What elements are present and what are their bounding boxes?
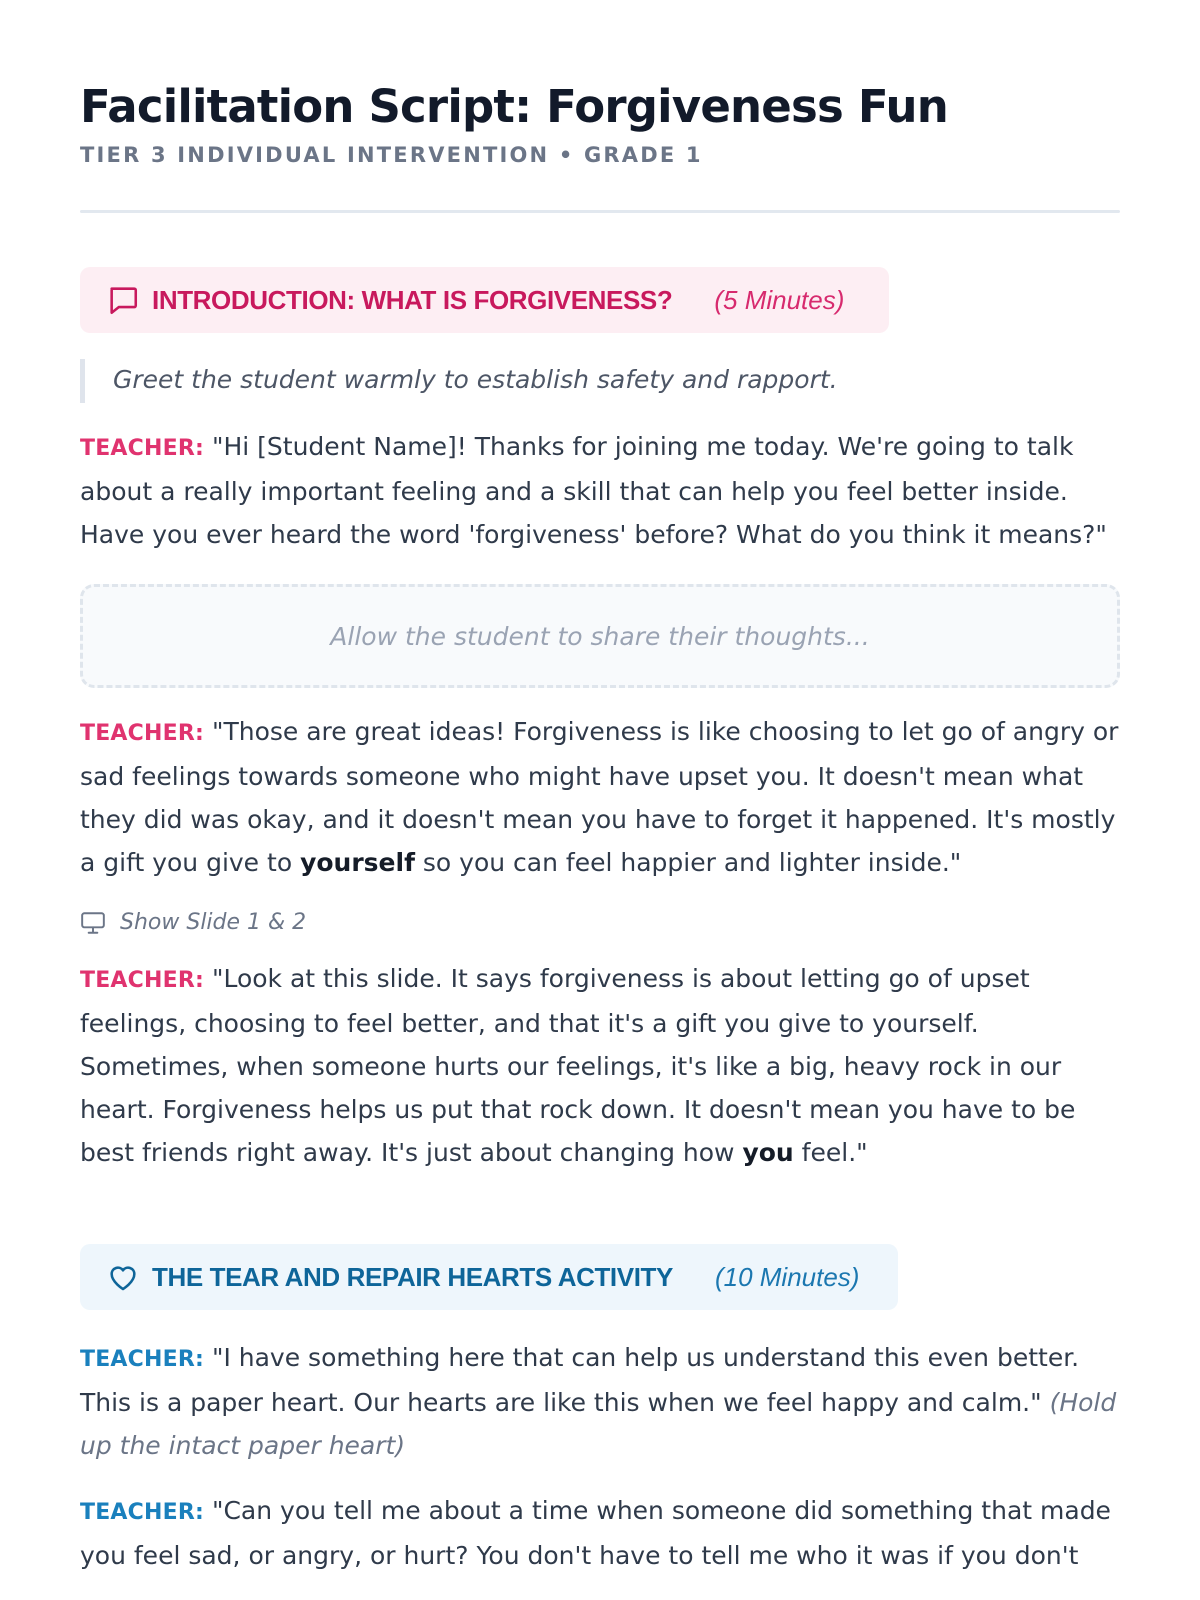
section-header-activity xyxy=(80,1244,898,1310)
teacher-line xyxy=(80,957,1120,1174)
student-response-placeholder: Allow the student to share their thoughts... xyxy=(80,584,1120,688)
section-title: INTRODUCTION: WHAT IS FORGIVENESS? xyxy=(152,284,673,315)
page-title: Facilitation Script: Forgiveness Fun xyxy=(80,80,949,133)
stage-direction: (Hold up the intact paper heart) xyxy=(80,1388,1117,1460)
header-divider xyxy=(80,210,1120,213)
emphasis-text: you xyxy=(742,1138,794,1167)
teacher-dialogue: "Hi [Student Name]! Thanks for joining me today. We're going to talk about a really important feeling and a skill that can help you feel better inside. Have you ever heard the word 'forgiveness' before? What do you think it means?" xyxy=(80,432,1107,549)
page-subtitle: TIER 3 INDIVIDUAL INTERVENTION • GRADE 1 xyxy=(80,143,703,167)
teacher-dialogue: feel." xyxy=(793,1138,868,1167)
speaker-label: TEACHER: xyxy=(80,968,204,993)
speech-bubble-icon xyxy=(106,283,140,317)
teacher-dialogue: "I have something here that can help us understand this even better. This is a paper heart. Our hearts are like this when we feel happy and calm." xyxy=(80,1343,1080,1417)
emphasis-text: yourself xyxy=(300,848,415,877)
script-content xyxy=(80,78,1120,1577)
speaker-label: TEACHER: xyxy=(80,721,204,746)
teacher-dialogue: "Those are great ideas! Forgiveness is like choosing to let go of angry or sad feelings towards someone who might have upset you. It doesn't mean what they did was okay, and it doesn't mean you have to forget it happened. It's mostly a gift you give to xyxy=(80,717,1119,877)
section-header-introduction xyxy=(80,267,889,333)
monitor-icon xyxy=(80,911,106,935)
slide-cue xyxy=(80,910,1120,935)
teacher-line xyxy=(80,425,1120,556)
teacher-dialogue: so you can feel happier and lighter inside." xyxy=(414,848,962,877)
section-title: THE TEAR AND REPAIR HEARTS ACTIVITY xyxy=(152,1261,673,1292)
speaker-label: TEACHER: xyxy=(80,1347,204,1372)
teacher-line xyxy=(80,710,1120,884)
teacher-dialogue: "Can you tell me about a time when someone did something that made you feel sad, or angry, or hurt? You don't have to tell me who it was if you don't xyxy=(80,1496,1111,1570)
teacher-line xyxy=(80,1489,1120,1577)
section-duration: (5 Minutes) xyxy=(714,284,845,315)
speaker-label: TEACHER: xyxy=(80,1500,204,1525)
speaker-label: TEACHER: xyxy=(80,436,204,461)
slide-cue-text: Show Slide 1 & 2 xyxy=(120,910,307,935)
facilitator-note: Greet the student warmly to establish safety and rapport. xyxy=(80,359,1120,403)
teacher-line xyxy=(80,1336,1120,1467)
section-duration: (10 Minutes) xyxy=(714,1261,860,1292)
teacher-dialogue: "Look at this slide. It says forgiveness is about letting go of upset feelings, choosing to feel better, and that it's a gift you give to yourself. Sometimes, when someone hurts our feelings, it's like a big, heavy rock in our heart. Forgiveness helps us put that rock down. It doesn't mean you have to be best friends right away. It's just about changing how xyxy=(80,964,1076,1167)
heart-icon xyxy=(106,1260,140,1294)
